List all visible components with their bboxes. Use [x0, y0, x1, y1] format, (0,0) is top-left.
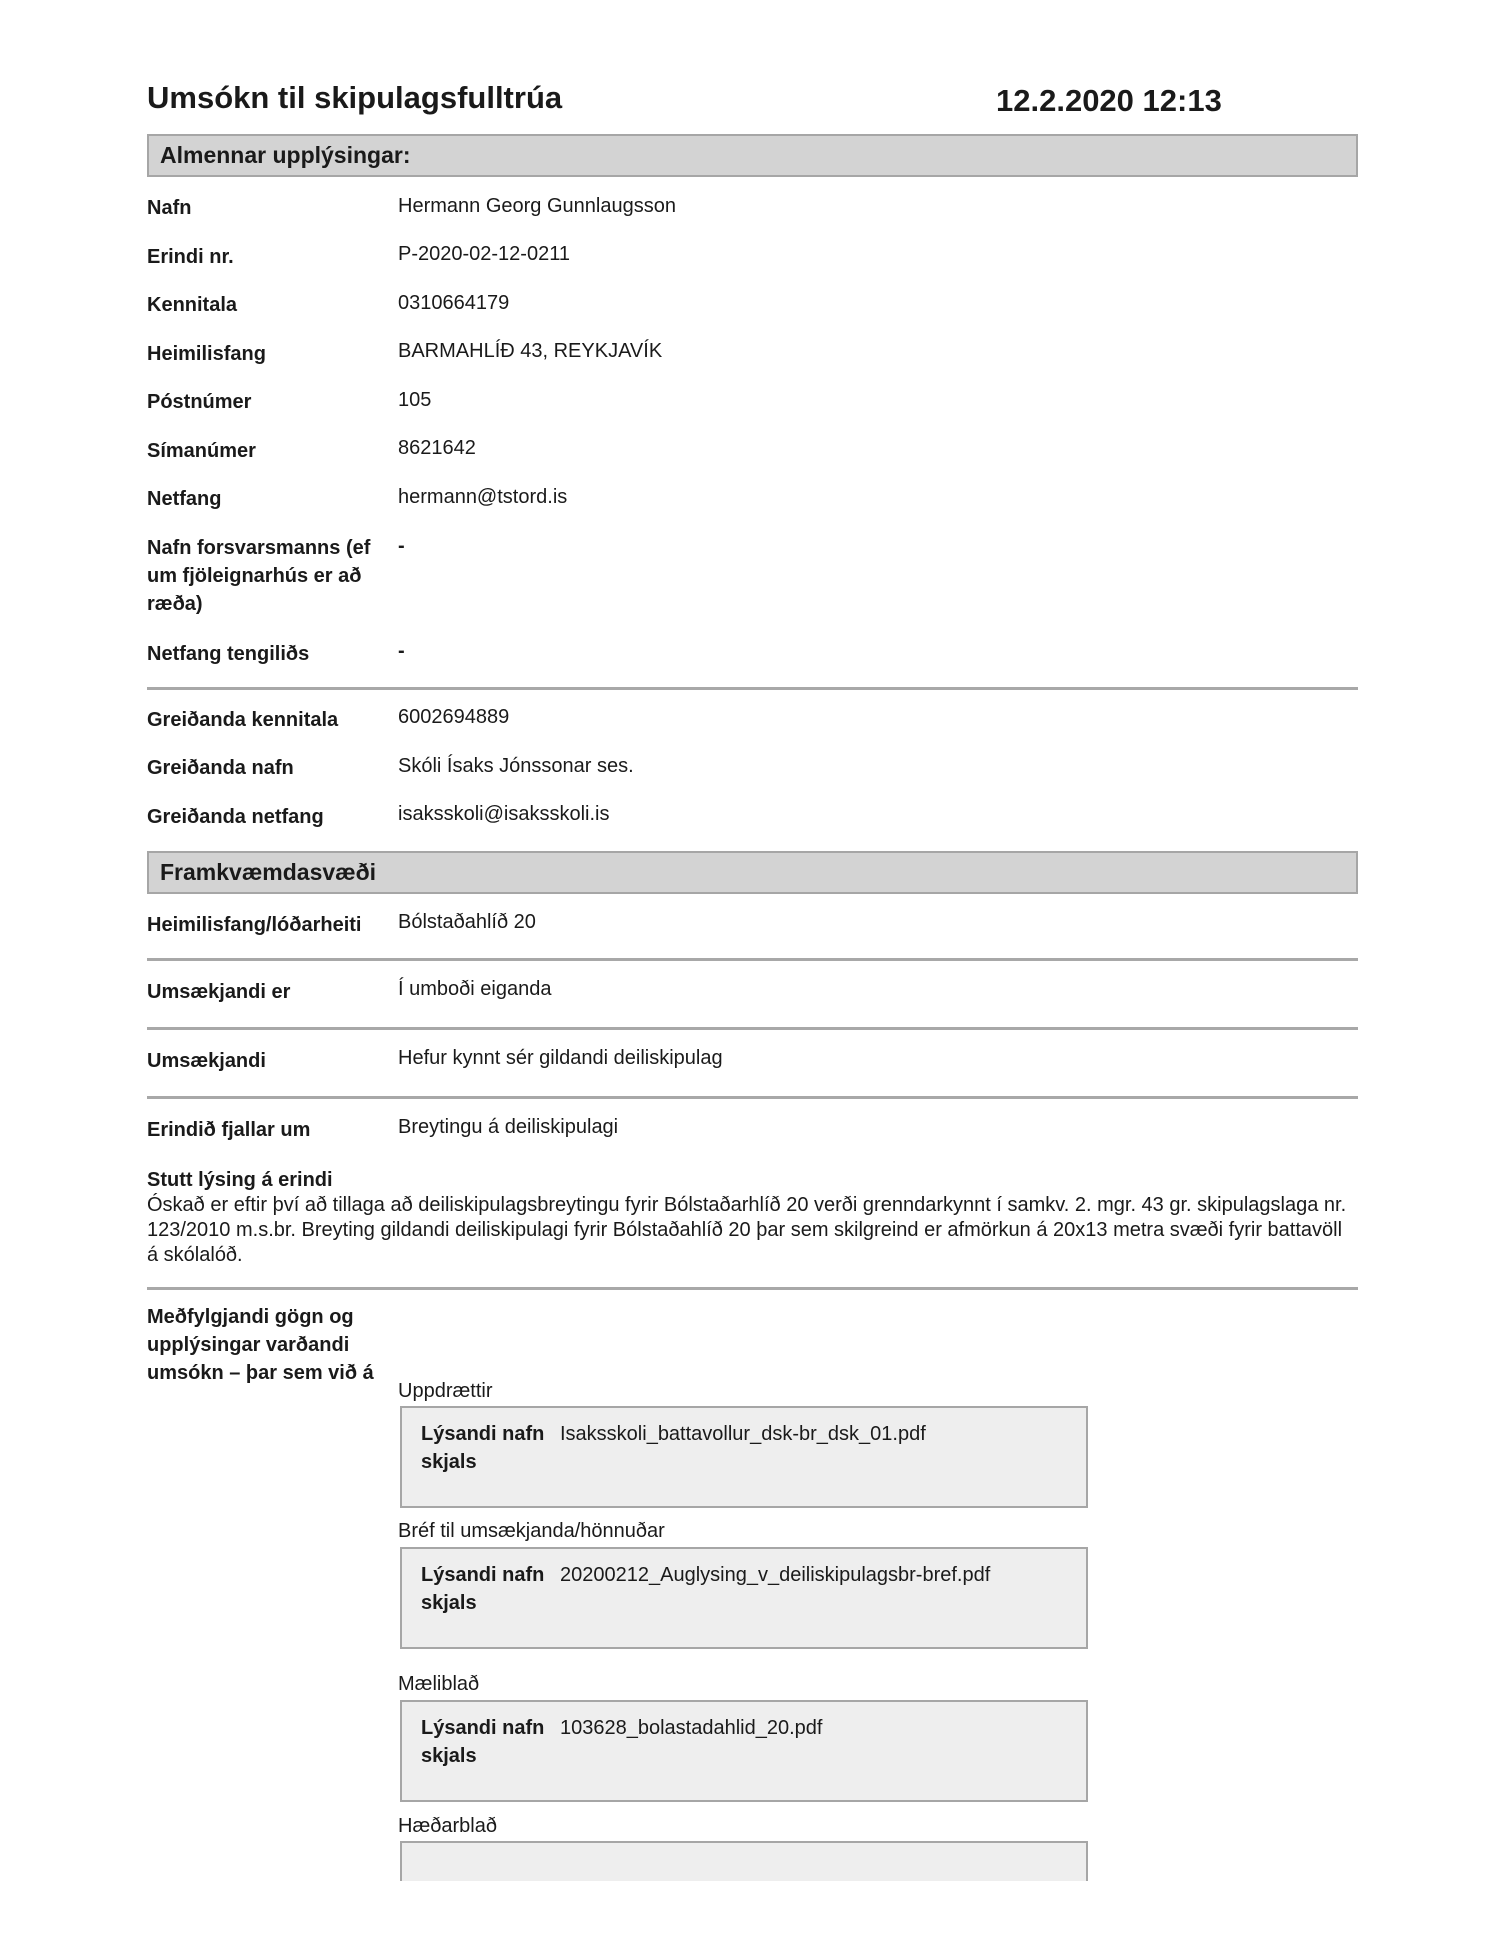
description-title: Stutt lýsing á erindi [147, 1169, 333, 1191]
field-label-representative: Nafn forsvarsmanns (ef um fjöleignarhús er að ræða) [147, 537, 371, 615]
page-title: Umsókn til skipulagsfulltrúa [147, 80, 563, 115]
attachment-file-link[interactable]: Isaksskoli_battavollur_dsk-br_dsk_01.pdf [560, 1423, 926, 1445]
field-value-case-number: P-2020-02-12-0211 [398, 243, 570, 265]
field-value-applicant: Hefur kynnt sér gildandi deiliskipulag [398, 1047, 723, 1069]
field-label-payer-name: Greiðanda nafn [147, 757, 294, 779]
field-value-representative: - [398, 535, 405, 557]
field-label-applicant: Umsækjandi [147, 1050, 266, 1072]
description-text: Óskað er eftir því að tillaga að deiliskipulagsbreytingu fyrir Bólstaðarhlíð 20 verði grenndarkynnt í samkv. 2. mgr. 43 gr. skipulagslaga nr. 123/2010 m.s.br. Breyting gildandi deiliskipulagi fyrir Bólstaðahlíð 20 þar sem skilgreind er afmörkun á 20x13 metra svæði fyrir battavöll á skólalóð. [147, 1194, 1347, 1266]
attachments-label: Meðfylgjandi gögn og upplýsingar varðandi umsókn – þar sem við á [147, 1306, 374, 1384]
attachment-category-letter: Bréf til umsækjanda/hönnuðar [398, 1520, 665, 1542]
field-label-address: Heimilisfang [147, 343, 266, 365]
attachment-category-drawings: Uppdrættir [398, 1380, 493, 1402]
field-label-contact-email: Netfang tengiliðs [147, 643, 310, 665]
field-value-applicant-is: Í umboði eiganda [398, 978, 552, 1000]
divider [147, 1027, 1358, 1030]
section-header-project-area: Framkvæmdasvæði [147, 851, 1358, 894]
attachment-file-label: Lýsandi nafn skjals [421, 1423, 545, 1473]
field-label-id-number: Kennitala [147, 294, 238, 316]
attachment-file-link[interactable]: 20200212_Auglysing_v_deiliskipulagsbr-bref.pdf [560, 1564, 991, 1586]
field-label-payer-id: Greiðanda kennitala [147, 709, 339, 731]
field-label-case-number: Erindi nr. [147, 246, 234, 268]
field-label-email: Netfang [147, 488, 222, 510]
attachment-box [400, 1406, 1088, 1508]
field-value-email: hermann@tstord.is [398, 486, 568, 508]
attachment-file-label: Lýsandi nafn skjals [421, 1717, 545, 1767]
field-label-phone: Símanúmer [147, 440, 256, 462]
field-value-site-address: Bólstaðahlíð 20 [398, 911, 536, 933]
field-value-contact-email: - [398, 640, 405, 662]
attachment-category-survey-sheet: Mæliblað [398, 1673, 480, 1695]
field-value-name: Hermann Georg Gunnlaugsson [398, 195, 676, 217]
field-label-payer-email: Greiðanda netfang [147, 806, 324, 828]
field-value-payer-email: isaksskoli@isaksskoli.is [398, 803, 610, 825]
field-value-payer-name: Skóli Ísaks Jónssonar ses. [398, 755, 634, 777]
field-value-postal-code: 105 [398, 389, 432, 411]
field-label-case-subject: Erindið fjallar um [147, 1119, 311, 1141]
attachment-category-elevation-sheet: Hæðarblað [398, 1815, 497, 1837]
divider [147, 958, 1358, 961]
field-value-phone: 8621642 [398, 437, 476, 459]
submission-datetime: 12.2.2020 12:13 [996, 83, 1222, 118]
divider [147, 1287, 1358, 1290]
attachment-box [400, 1700, 1088, 1802]
field-value-case-subject: Breytingu á deiliskipulagi [398, 1116, 619, 1138]
field-label-site-address: Heimilisfang/lóðarheiti [147, 914, 362, 936]
divider [147, 687, 1358, 690]
attachment-file-link[interactable]: 103628_bolastadahlid_20.pdf [560, 1717, 823, 1739]
field-value-payer-id: 6002694889 [398, 706, 510, 728]
field-value-address: BARMAHLÍÐ 43, REYKJAVÍK [398, 340, 663, 362]
divider [147, 1096, 1358, 1099]
field-label-name: Nafn [147, 197, 192, 219]
attachment-box [400, 1547, 1088, 1649]
attachment-file-label: Lýsandi nafn skjals [421, 1564, 545, 1614]
field-value-id-number: 0310664179 [398, 292, 510, 314]
section-header-general: Almennar upplýsingar: [147, 134, 1358, 177]
field-label-applicant-is: Umsækjandi er [147, 981, 291, 1003]
attachment-box [400, 1841, 1088, 1881]
field-label-postal-code: Póstnúmer [147, 391, 252, 413]
